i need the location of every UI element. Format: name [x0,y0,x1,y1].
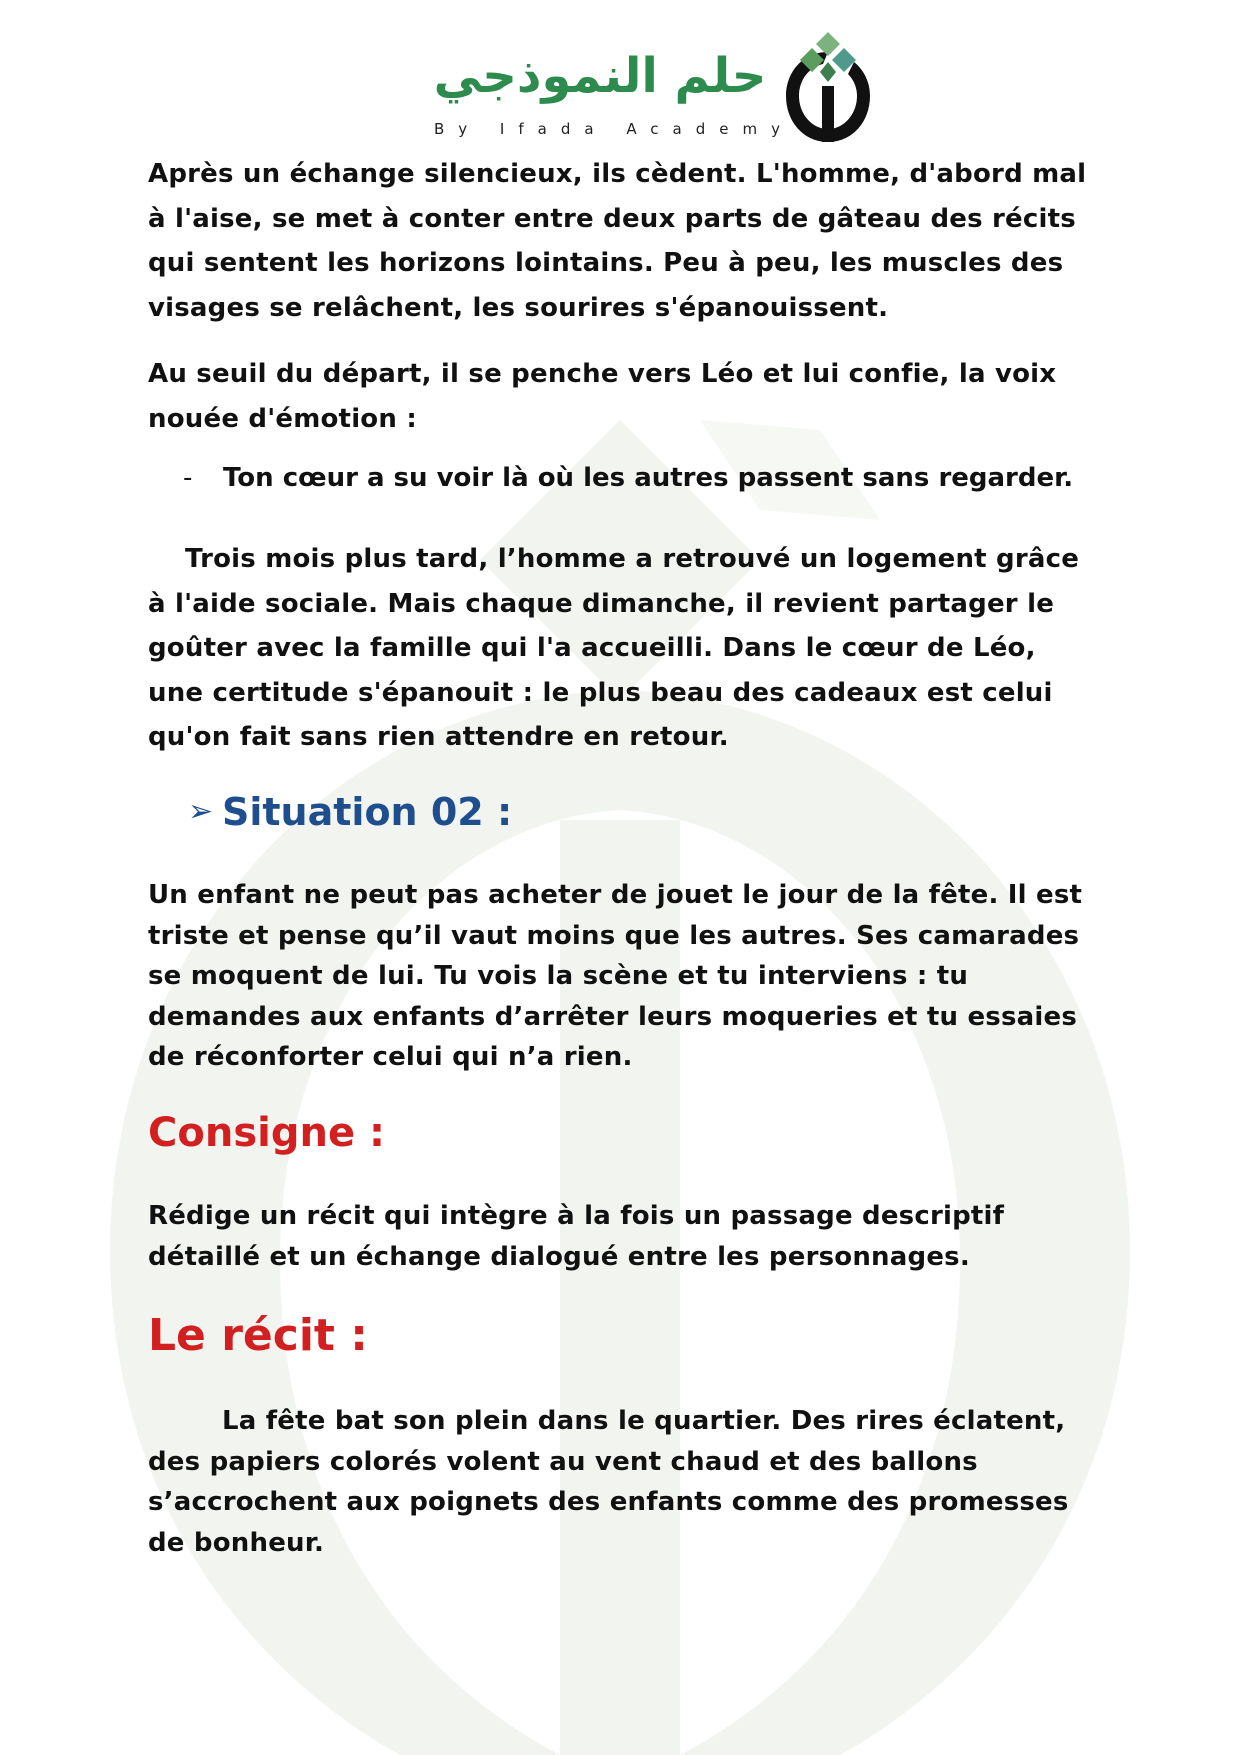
dialogue-text: Ton cœur a su voir là où les autres passent sans regarder. [223,463,1074,493]
recit-text: La fête bat son plein dans le quartier. Des rires éclatent, des papiers colorés volent au vent chaud et des ballons s’accrochent aux poignets des enfants comme des promesses de bonheur. [148,1406,1069,1558]
consigne-heading: Consigne : [148,1110,385,1156]
recit-heading: Le récit : [148,1310,368,1361]
academy-logo-icon [778,30,878,148]
paragraph-3: Trois mois plus tard, l’homme a retrouvé un logement grâce à l'aide sociale. Mais chaque dimanche, il revient partager le goûter avec la famille qui l'a accueilli. Dans le cœur de Léo, une certitude s'épanouit : le plus beau des cadeaux est celui qu'on fait sans rien attendre en retour. [148,544,1080,752]
situation-heading-text: Situation 02 : [222,790,513,834]
paragraph-2: Au seuil du départ, il se penche vers Léo et lui confie, la voix nouée d'émotion : [148,359,1057,434]
situation-heading [188,790,512,834]
consigne-text: Rédige un récit qui intègre à la fois un passage descriptif détaillé et un échange dialogué entre les personnages. [148,1201,1005,1272]
logo-arabic-text: حلم النموذجي [433,48,767,104]
situation-text: Un enfant ne peut pas acheter de jouet le jour de la fête. Il est triste et pense qu’il vaut moins que les autres. Ses camarades se moquent de lui. Tu vois la scène et tu interviens : tu demandes aux enfants d’arrêter leurs moqueries et tu essaies de réconforter celui qui n’a rien. [148,880,1083,1072]
paragraph-1: Après un échange silencieux, ils cèdent. L'homme, d'abord mal à l'aise, se met à conter entre deux parts de gâteau des récits qui sentent les horizons lointains. Peu à peu, les muscles des visages se relâchent, les sourires s'épanouissent. [148,159,1087,323]
arrow-bullet-icon: ➢ [188,794,214,829]
header-logo [430,30,870,150]
dialogue-dash: - [183,463,193,493]
logo-tagline: By Ifada Academy [434,120,794,138]
dialogue-line [183,463,1073,493]
